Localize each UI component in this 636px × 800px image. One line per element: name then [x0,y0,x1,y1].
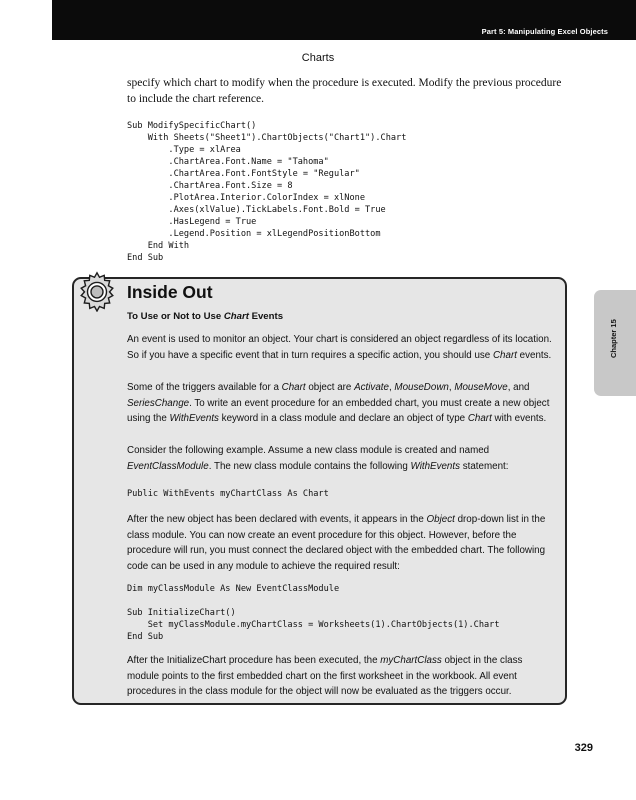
code-line: .PlotArea.Interior.ColorIndex = xlNone [127,193,365,203]
sidebar-paragraph: Some of the triggers available for a Chart object are Activate, MouseDown, MouseMove, and SeriesChange. To write an event procedure for an embedded chart, you must create a new object using the WithEvents keyword in a class module and declare an object of type Chart with events. [127,382,550,425]
gear-icon [76,270,118,312]
code-line: Set myClassModule.myChartClass = Worksheets(1).ChartObjects(1).Chart [127,620,500,630]
chapter-thumb-tab [594,290,636,396]
page-number: 329 [574,742,593,754]
code-line: With Sheets("Sheet1").ChartObjects("Chart1").Chart [127,133,407,143]
header-bar [52,0,636,40]
code-line: End Sub [127,253,164,263]
sidebar-title: Inside Out [127,282,213,302]
code-block-withevents [127,488,329,500]
sidebar-paragraph: An event is used to monitor an object. Your chart is considered an object regardless of its location. So if you have a specific event that in turn requires a specific action, you should use Chart events. [127,334,552,361]
sidebar-subtitle: To Use or Not to Use Chart Events [127,311,284,322]
chapter-tab-label: Chapter 15 [609,319,618,358]
sidebar-paragraph: After the new object has been declared with events, it appears in the Object drop-down list in the class module. You can now create an event procedure for this object. However, before the procedure will run, you must connect the declared object with the embedded chart. The following code can be used in any module to achieve the required result: [127,514,546,572]
code-line [127,595,500,607]
code-line: .ChartArea.Font.Name = "Tahoma" [127,157,329,167]
code-line: Public WithEvents myChartClass As Chart [127,489,329,499]
code-line: .ChartArea.Font.Size = 8 [127,181,293,191]
code-line: Dim myClassModule As New EventClassModule [127,584,340,594]
code-line: Sub ModifySpecificChart() [127,121,257,131]
code-block-initialize [127,583,500,643]
code-line: End With [127,241,190,251]
code-line: .Type = xlArea [127,145,241,155]
code-line: .ChartArea.Font.FontStyle = "Regular" [127,169,360,179]
sidebar-paragraph: Consider the following example. Assume a new class module is created and named EventClassModule. The new class module contains the following WithEvents statement: [127,445,509,472]
code-line: Sub InitializeChart() [127,608,236,618]
sidebar-paragraph: After the InitializeChart procedure has been executed, the myChartClass object in the class module points to the first embedded chart on the first worksheet in the workbook. All event procedures in the class module for the object will now be evaluated as the triggers occur. [127,655,523,698]
code-line: .HasLegend = True [127,217,257,227]
code-line: .Legend.Position = xlLegendPositionBottom [127,229,381,239]
part-title: Part 5: Manipulating Excel Objects [481,27,608,36]
intro-paragraph: specify which chart to modify when the procedure is executed. Modify the previous procedure to include the chart reference. [127,77,562,105]
code-block-main [127,120,406,264]
code-line: End Sub [127,632,164,642]
code-line: .Axes(xlValue).TickLabels.Font.Bold = True [127,205,386,215]
running-head: Charts [301,52,335,64]
